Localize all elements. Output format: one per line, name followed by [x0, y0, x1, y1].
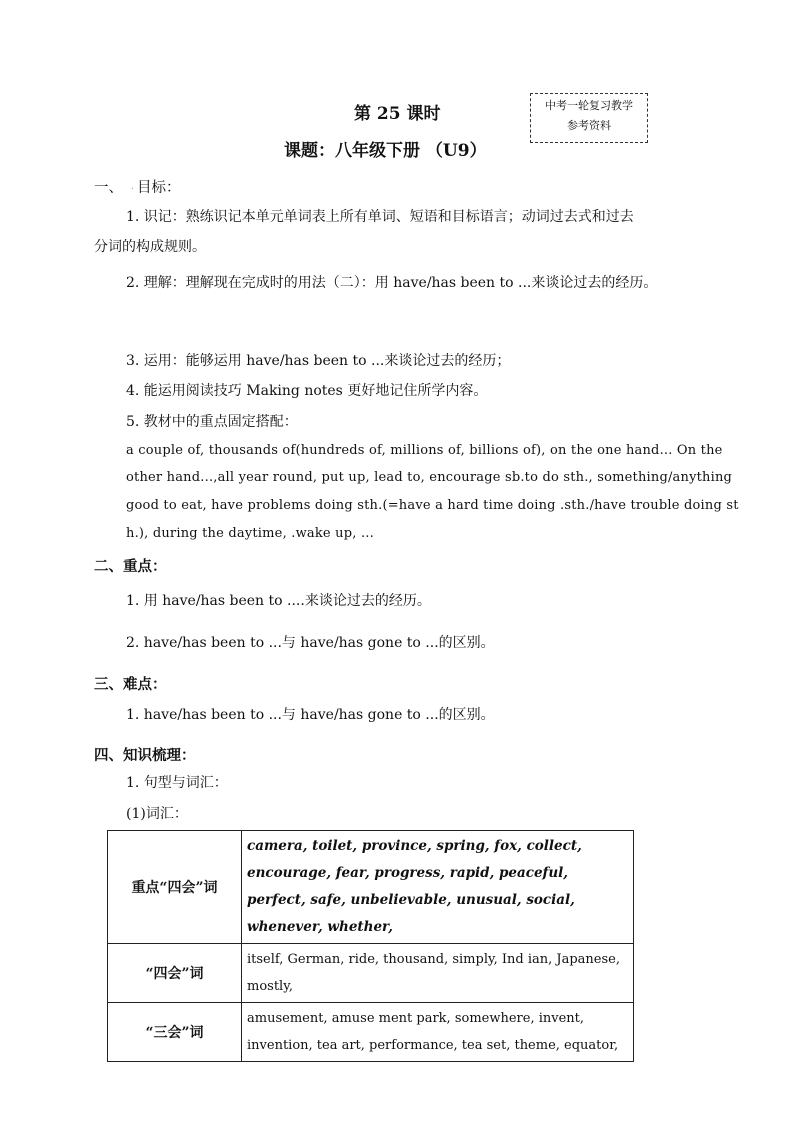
goal-item-1-line1: 1. 识记：熟练识记本单元单词表上所有单词、短语和目标语言；动词过去式和过去: [126, 209, 634, 225]
section4-sub2: (1)词汇：: [126, 806, 188, 822]
row-label: “四会”词: [108, 944, 242, 1003]
bullet-dot: .: [131, 182, 134, 192]
stamp-line-1: 中考一轮复习教学: [545, 99, 633, 112]
goal-item-1-line2: 分词的构成规则。: [94, 239, 206, 255]
row-words: amusement, amuse ment park, somewhere, invent, invention, tea art, performance, tea set, theme, equator,: [242, 1003, 634, 1062]
reference-stamp: [530, 93, 648, 143]
lesson-topic: 课题：八年级下册 （U9）: [284, 141, 487, 161]
goal-item-5: 5. 教材中的重点固定搭配：: [126, 414, 298, 430]
table-row: [108, 1003, 634, 1062]
section3-heading: 三、难点：: [94, 676, 167, 693]
goal-item-2: 2. 理解：理解现在完成时的用法（二）：用 have/has been to ...来谈论过去的经历。: [126, 275, 658, 291]
goal-item-4: 4. 能运用阅读技巧 Making notes 更好地记住所学内容。: [126, 383, 488, 399]
difficult-point-1: 1. have/has been to ...与 have/has gone to ...的区别。: [126, 707, 495, 723]
row-words: camera, toilet, province, spring, fox, collect, encourage, fear, progress, rapid, peaceful, perfect, safe, unbelievable, unusual, social, whenever, whether,: [242, 831, 634, 944]
goal-item-3: 3. 运用：能够运用 have/has been to ...来谈论过去的经历；: [126, 353, 511, 369]
vocabulary-table: [107, 830, 634, 1062]
table-row: [108, 831, 634, 944]
stamp-line-2: 参考资料: [567, 119, 611, 132]
row-words: itself, German, ride, thousand, simply, Ind ian, Japanese, mostly,: [242, 944, 634, 1003]
lesson-number: 第 25 课时: [354, 104, 441, 124]
phrases-line-1: a couple of, thousands of(hundreds of, millions of, billions of), on the one hand... On the: [126, 443, 723, 458]
table-row: [108, 944, 634, 1003]
section4-heading: 四、知识梳理：: [94, 747, 196, 764]
phrases-line-3: good to eat, have problems doing sth.(=have a hard time doing .sth./have trouble doing st: [126, 498, 739, 513]
key-point-1: 1. 用 have/has been to ....来谈论过去的经历。: [126, 593, 431, 609]
section2-heading: 二、重点：: [94, 558, 167, 575]
section1-label: 目标：: [137, 180, 181, 196]
phrases-line-4: h.), during the daytime, .wake up, …: [126, 526, 375, 541]
section4-sub1: 1. 句型与词汇：: [126, 775, 228, 791]
section1-heading: 一、: [94, 180, 123, 196]
row-label: “三会”词: [108, 1003, 242, 1062]
phrases-line-2: other hand...,all year round, put up, lead to, encourage sb.to do sth., something/anything: [126, 470, 733, 485]
row-label: 重点“四会”词: [108, 831, 242, 944]
key-point-2: 2. have/has been to ...与 have/has gone to ...的区别。: [126, 635, 495, 651]
